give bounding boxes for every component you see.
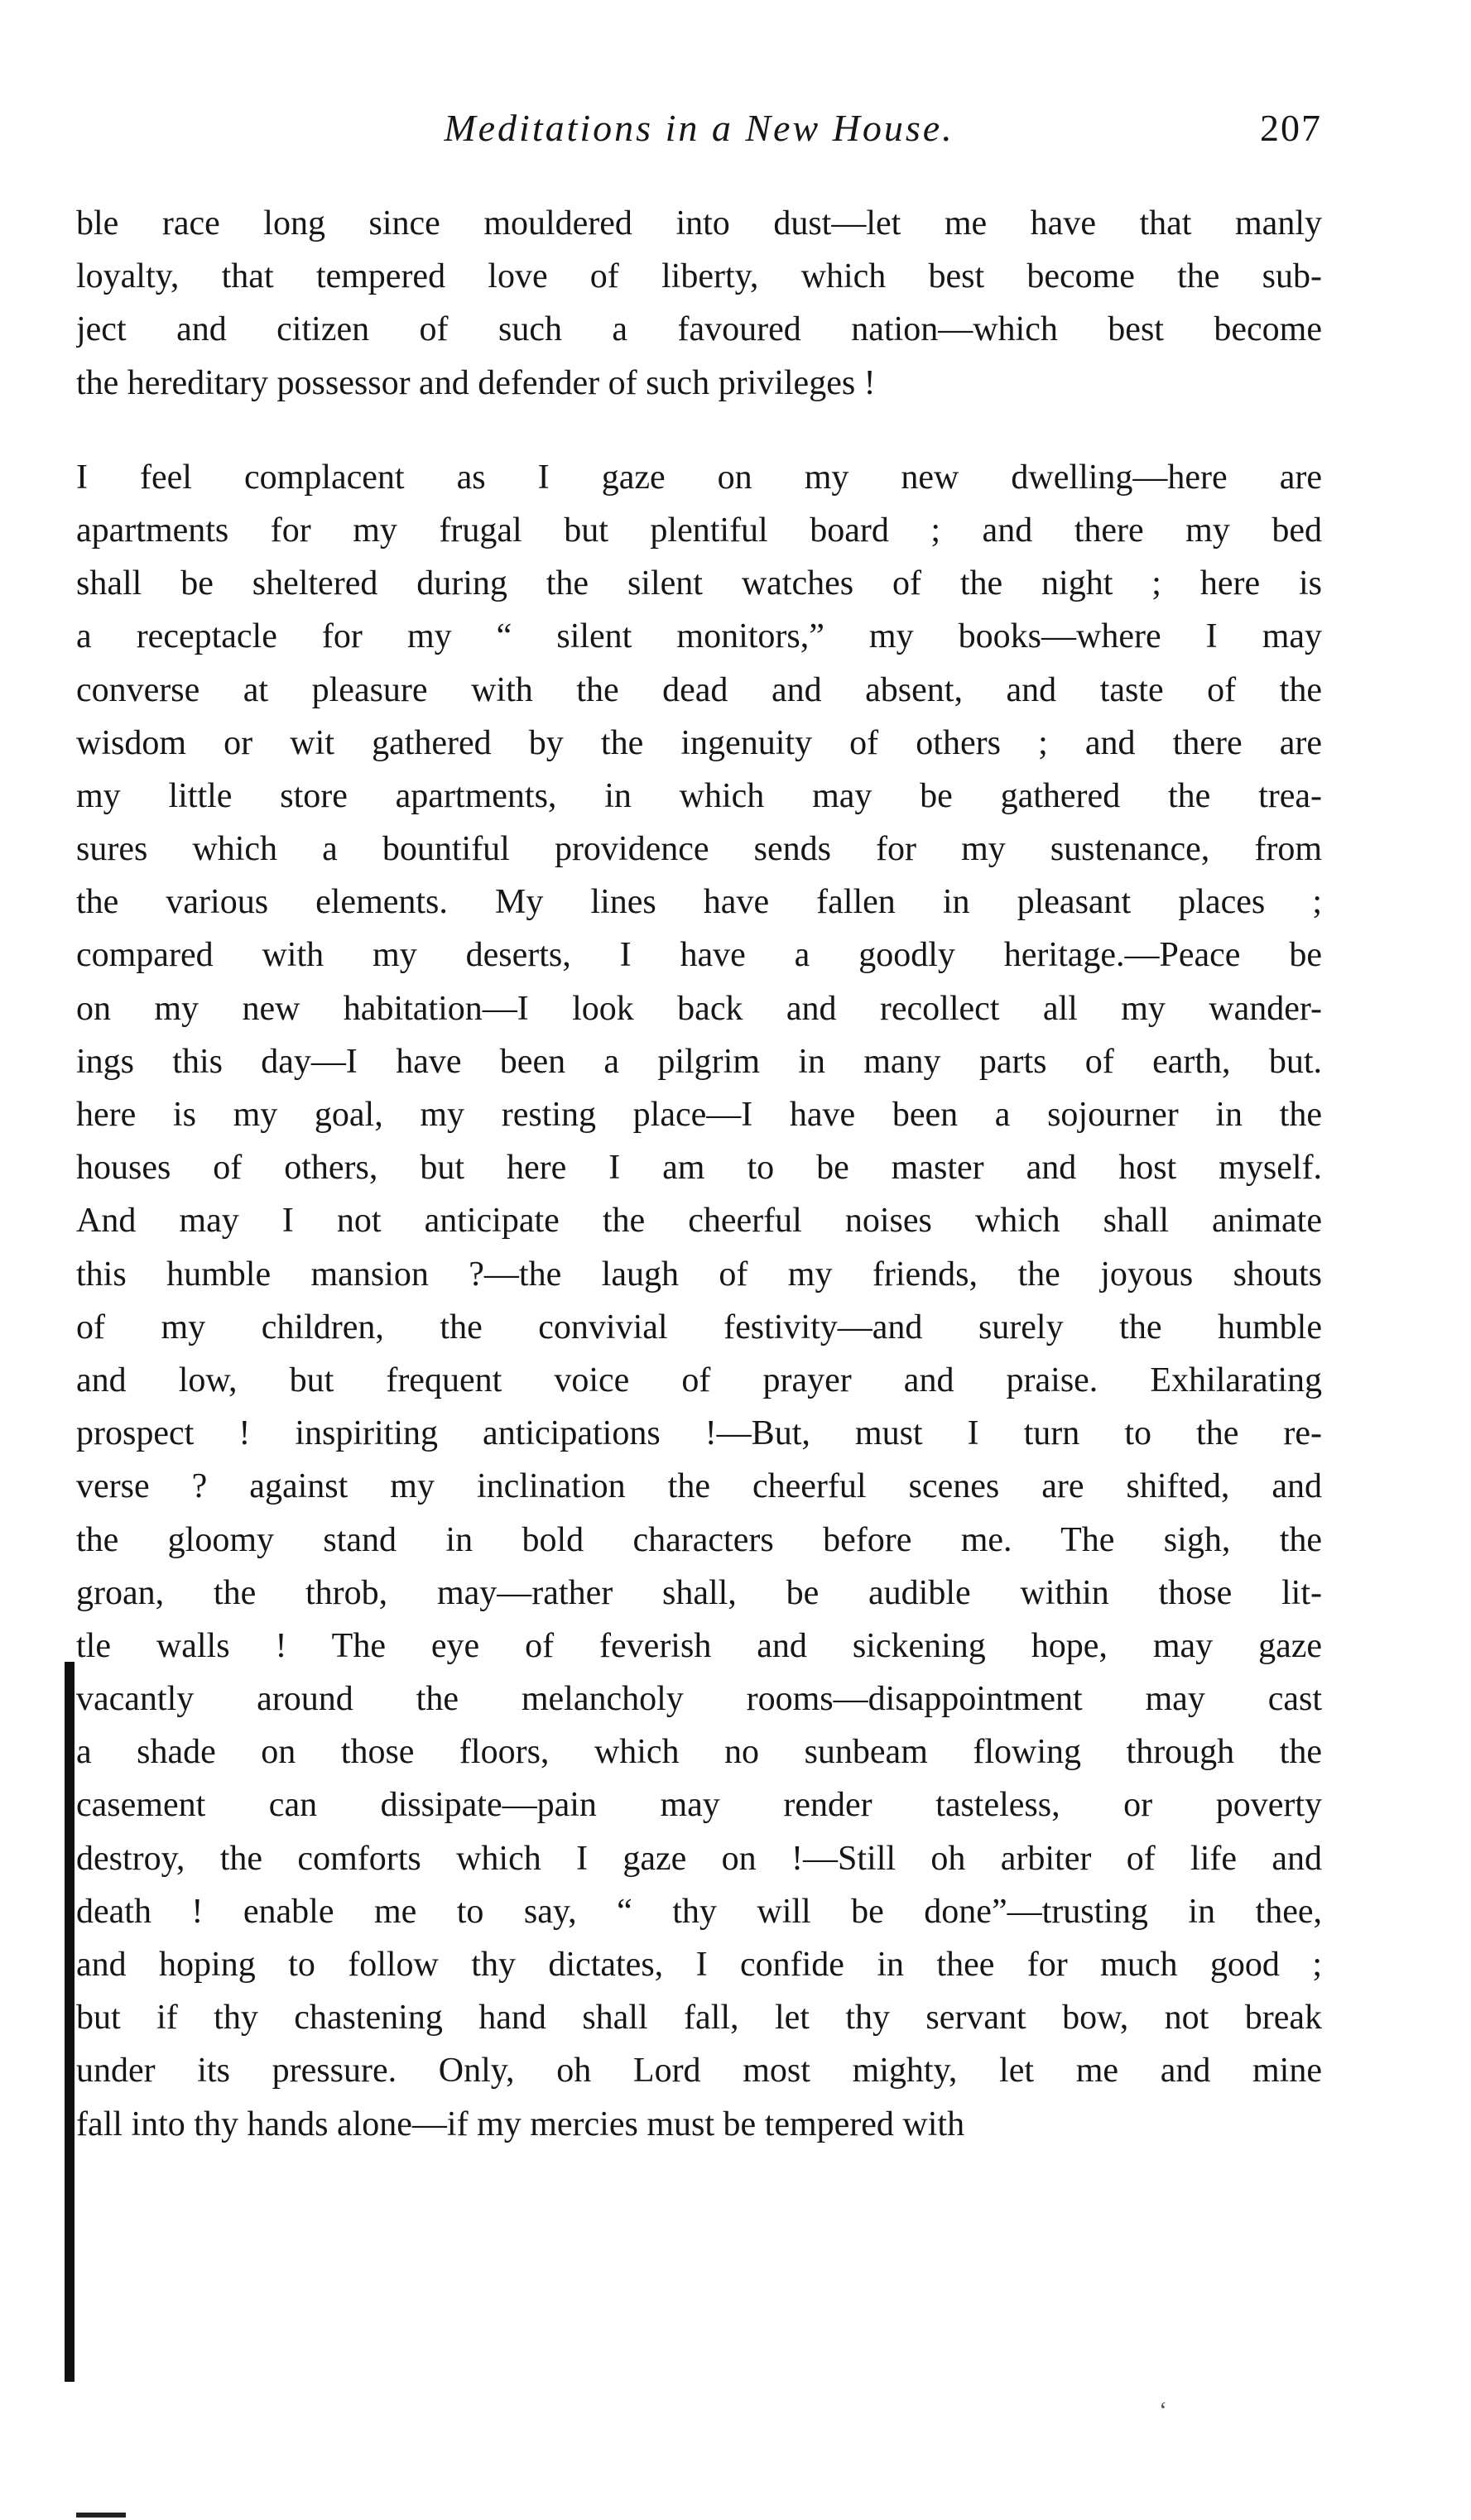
text-line: verse ? against my inclination the cheerful scenes are shifted, and xyxy=(76,1467,1322,1506)
text-line: shall be sheltered during the silent watches of the night ; here is xyxy=(76,564,1322,603)
paragraph xyxy=(76,451,1322,2151)
text-line: compared with my deserts, I have a goodly heritage.—Peace be xyxy=(76,936,1322,975)
text-line: I feel complacent as I gaze on my new dwelling—here are xyxy=(76,458,1322,497)
text-line: the gloomy stand in bold characters before me. The sigh, the xyxy=(76,1520,1322,1559)
text-line: under its pressure. Only, oh Lord most mighty, let me and mine xyxy=(76,2052,1322,2090)
text-line: casement can dissipate—pain may render tasteless, or poverty xyxy=(76,1786,1322,1825)
text-line: a shade on those floors, which no sunbeam flowing through the xyxy=(76,1733,1322,1772)
bottom-rule xyxy=(76,2513,126,2518)
margin-bar xyxy=(65,1662,75,2382)
text-line: the various elements. My lines have fallen in pleasant places ; xyxy=(76,883,1322,922)
text-line: groan, the throb, may—rather shall, be audible within those lit- xyxy=(76,1573,1322,1612)
text-line: fall into thy hands alone—if my mercies must be tempered with xyxy=(76,2105,965,2143)
text-line: my little store apartments, in which may be gathered the trea- xyxy=(76,776,1322,815)
text-line: destroy, the comforts which I gaze on !—Still oh arbiter of life and xyxy=(76,1839,1322,1878)
text-line: a receptacle for my “ silent monitors,” my books—where I may xyxy=(76,617,1322,656)
text-line: sures which a bountiful providence sends for my sustenance, from xyxy=(76,830,1322,869)
page-number: 207 xyxy=(1260,107,1322,149)
text-line: the hereditary possessor and defender of such privileges ! xyxy=(76,363,876,402)
body-text xyxy=(76,197,1322,2151)
running-title: Meditations in a New House. xyxy=(444,107,954,149)
text-line: loyalty, that tempered love of liberty, which best become the sub- xyxy=(76,257,1322,296)
text-line: but if thy chastening hand shall fall, let thy servant bow, not break xyxy=(76,1999,1322,2038)
text-line: And may I not anticipate the cheerful noises which shall animate xyxy=(76,1202,1322,1241)
text-line: ble race long since mouldered into dust—let me have that manly xyxy=(76,204,1322,242)
text-line: vacantly around the melancholy rooms—disappointment may cast xyxy=(76,1680,1322,1719)
text-line: wisdom or wit gathered by the ingenuity of others ; and there are xyxy=(76,723,1322,762)
text-line: houses of others, but here I am to be master and host myself. xyxy=(76,1149,1322,1188)
text-line: ject and citizen of such a favoured nation—which best become xyxy=(76,310,1322,349)
running-head xyxy=(76,106,1322,164)
text-line: on my new habitation—I look back and recollect all my wander- xyxy=(76,989,1322,1028)
text-line: this humble mansion ?—the laugh of my friends, the joyous shouts xyxy=(76,1255,1322,1294)
text-line: tle walls ! The eye of feverish and sickening hope, may gaze xyxy=(76,1626,1322,1665)
footer-mark: ʻ xyxy=(1159,2397,1167,2424)
text-line: and low, but frequent voice of prayer and praise. Exhilarating xyxy=(76,1361,1322,1399)
paragraph xyxy=(76,197,1322,410)
text-line: of my children, the convivial festivity—and surely the humble xyxy=(76,1308,1322,1346)
text-line: prospect ! inspiriting anticipations !—But, must I turn to the re- xyxy=(76,1414,1322,1453)
text-line: death ! enable me to say, “ thy will be done”—trusting in thee, xyxy=(76,1892,1322,1931)
text-line: converse at pleasure with the dead and absent, and taste of the xyxy=(76,670,1322,709)
text-line: here is my goal, my resting place—I have been a sojourner in the xyxy=(76,1096,1322,1134)
text-line: and hoping to follow thy dictates, I confide in thee for much good ; xyxy=(76,1946,1322,1984)
text-line: ings this day—I have been a pilgrim in many parts of earth, but. xyxy=(76,1042,1322,1081)
text-line: apartments for my frugal but plentiful board ; and there my bed xyxy=(76,511,1322,550)
